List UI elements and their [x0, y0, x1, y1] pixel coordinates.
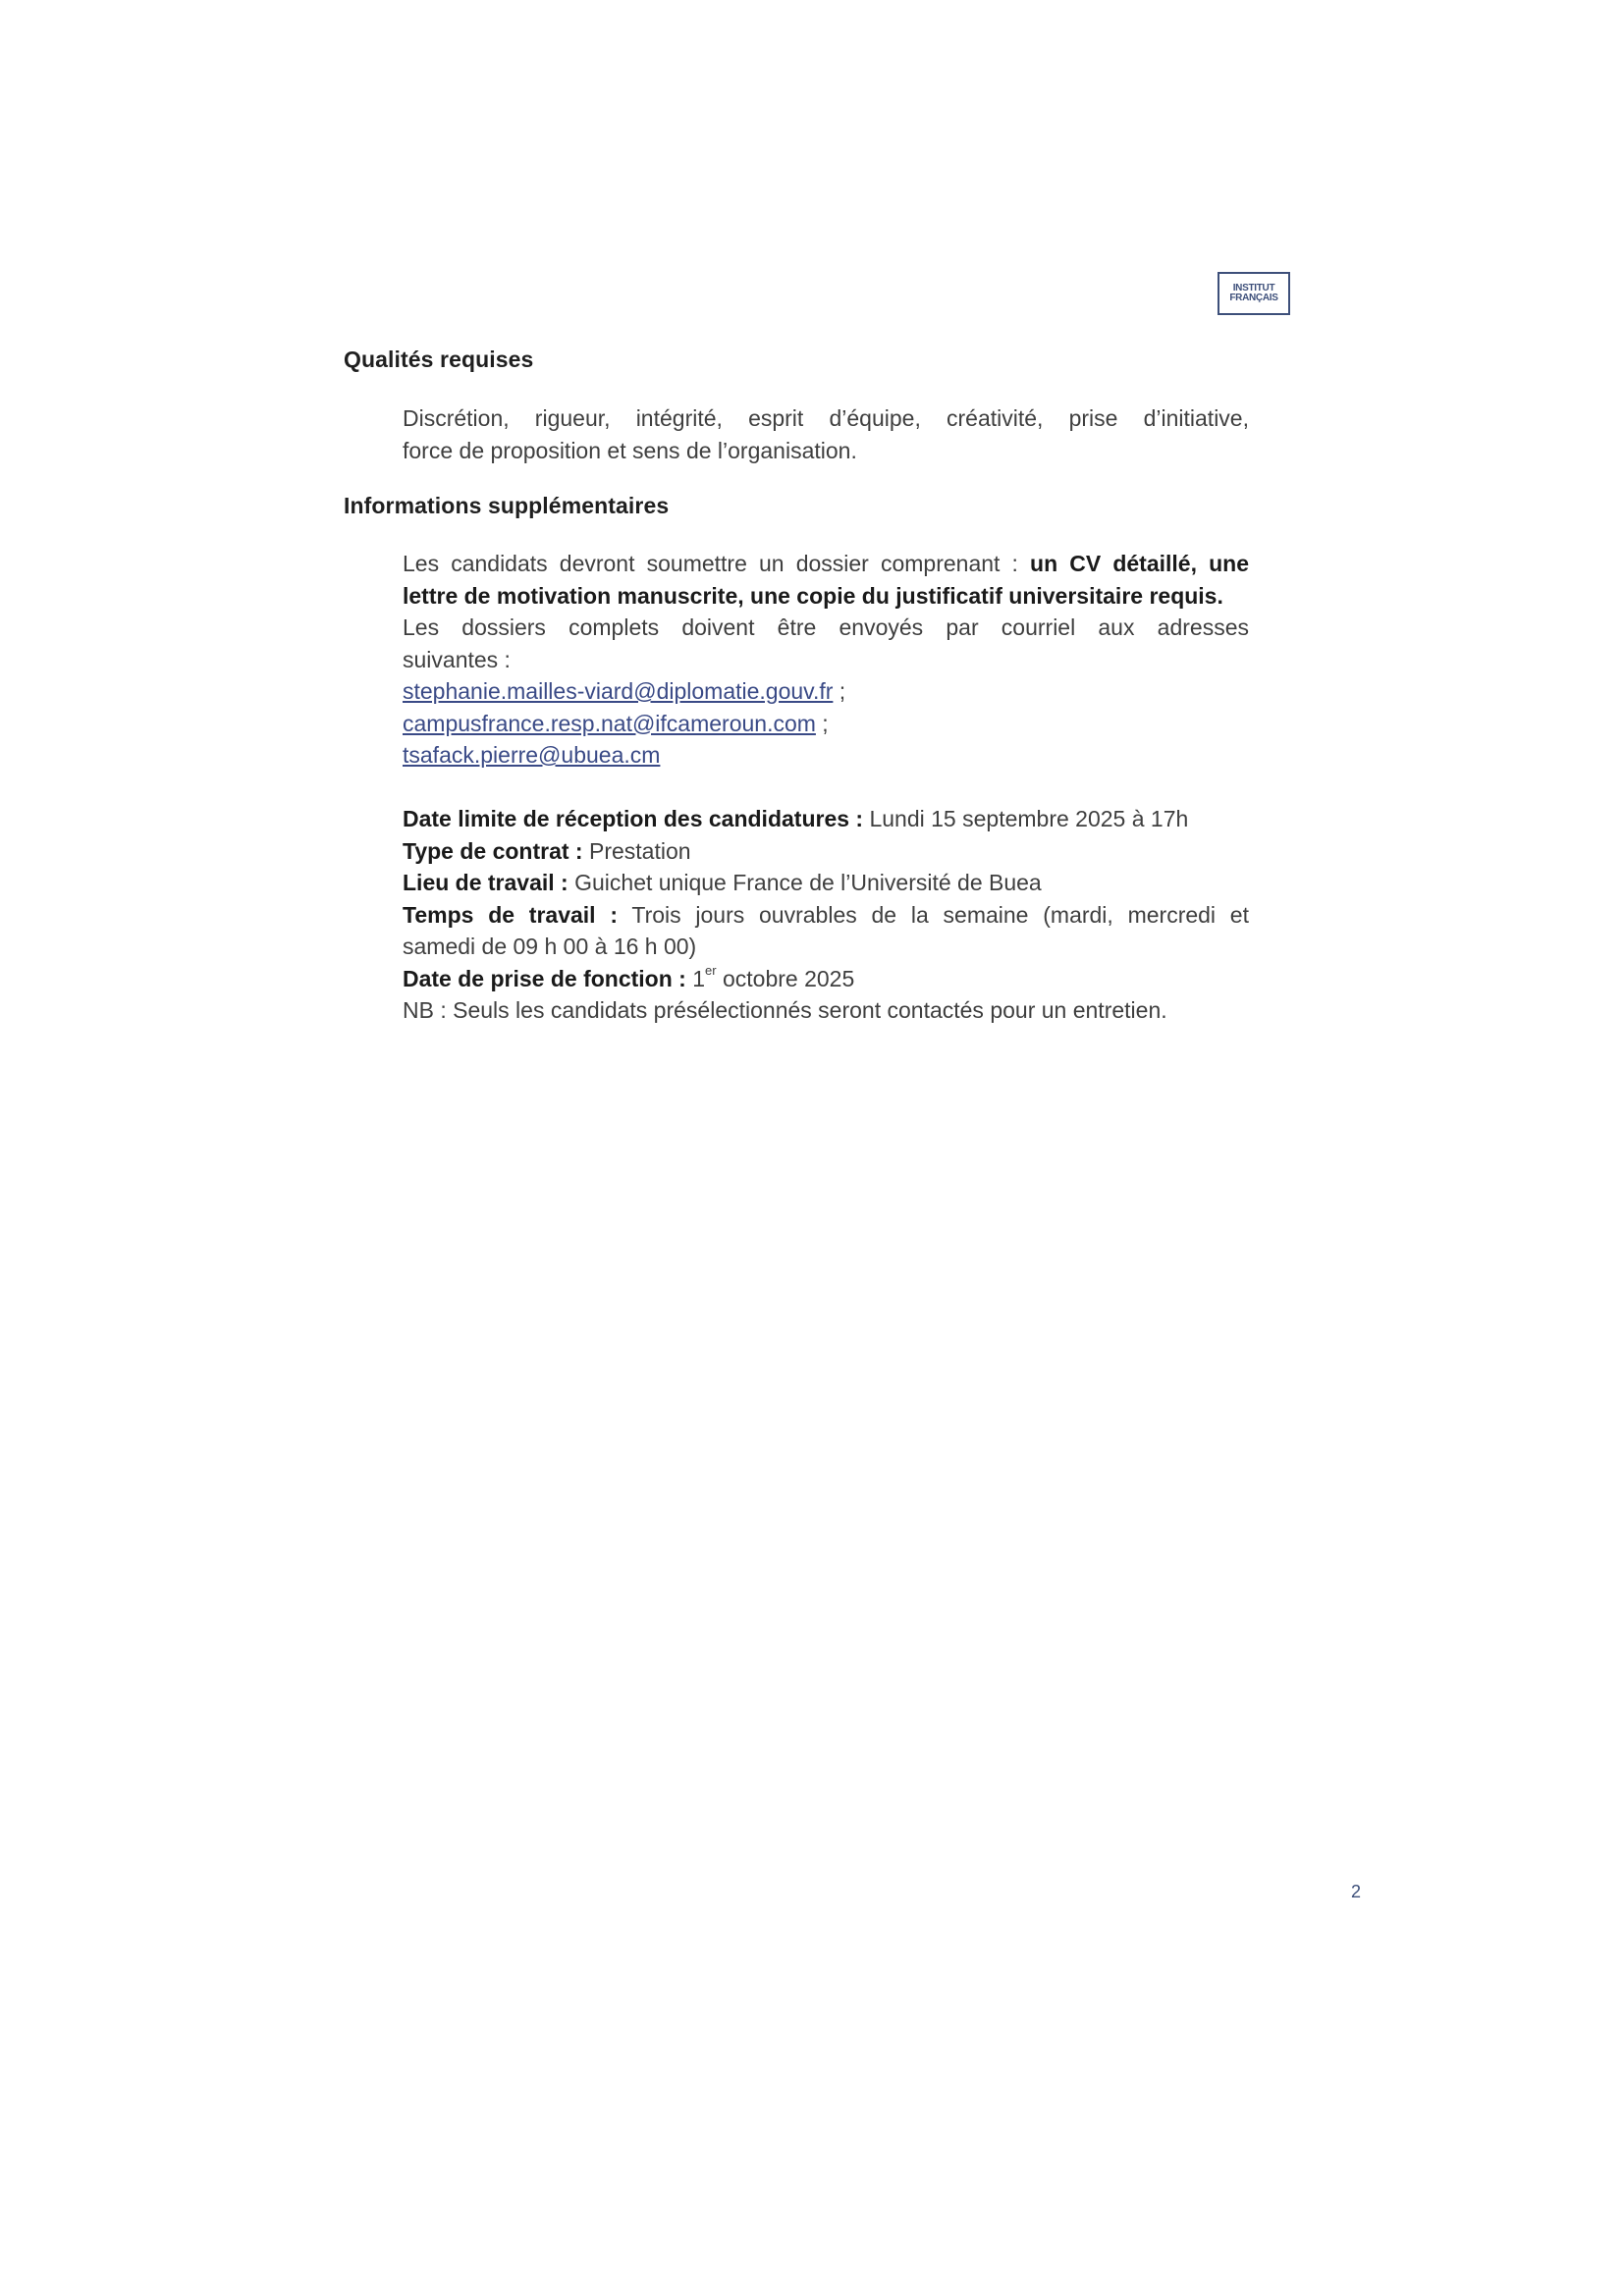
logo-line-2: FRANÇAIS — [1229, 293, 1278, 303]
email-separator: ; — [833, 678, 846, 704]
deadline-line — [403, 803, 1249, 835]
email-separator: ; — [815, 710, 829, 736]
page-number: 2 — [1351, 1882, 1362, 1901]
place-label: Lieu de travail : — [403, 870, 568, 895]
infos-body — [403, 548, 1249, 1027]
email-item — [403, 739, 1249, 772]
time-value: Trois jours ouvrables de la semaine (mardi, mercredi et — [618, 901, 1249, 928]
email-link[interactable]: stephanie.mailles-viard@diplomatie.gouv.fr — [403, 678, 834, 704]
start-rest: octobre 2025 — [716, 965, 855, 991]
qualites-heading: Qualités requises — [344, 347, 534, 372]
infos-intro-bold-2: lettre de motivation manuscrite, une copie du justificatif universitaire requis. — [403, 582, 1223, 609]
nb-line: NB : Seuls les candidats présélectionnés seront contactés pour un entretien. — [403, 997, 1167, 1023]
email-link[interactable]: campusfrance.resp.nat@ifcameroun.com — [403, 710, 816, 736]
infos-intro-line — [403, 548, 1249, 580]
time-line — [403, 899, 1249, 932]
qualites-text — [403, 402, 1249, 466]
qualites-line-2: force de proposition et sens de l’organisation. — [403, 437, 857, 463]
email-link[interactable]: tsafack.pierre@ubuea.cm — [403, 742, 661, 768]
infos-heading: Informations supplémentaires — [344, 493, 670, 518]
qualites-line-1: Discrétion, rigueur, intégrité, esprit d’équipe, créativité, prise d’initiative, — [403, 405, 1249, 431]
time-label: Temps de travail : — [403, 901, 619, 928]
email-item — [403, 708, 1249, 740]
contract-line — [403, 835, 1249, 868]
email-item — [403, 675, 1249, 708]
institut-francais-logo — [1218, 272, 1290, 315]
time-line-2: samedi de 09 h 00 à 16 h 00) — [403, 934, 697, 959]
start-line — [403, 963, 1249, 995]
logo-line-1: INSTITUT — [1232, 283, 1275, 294]
blank-spacer — [403, 772, 1249, 804]
deadline-value: Lundi 15 septembre 2025 à 17h — [863, 806, 1189, 831]
deadline-label: Date limite de réception des candidatures : — [403, 806, 864, 831]
infos-send-line-1: Les dossiers complets doivent être envoyés par courriel aux adresses — [403, 614, 1249, 640]
start-label: Date de prise de fonction : — [403, 965, 686, 991]
infos-intro: Les candidats devront soumettre un dossier comprenant : — [403, 551, 1031, 576]
contract-value: Prestation — [582, 837, 691, 864]
contract-label: Type de contrat : — [403, 837, 583, 864]
start-superscript: er — [705, 962, 717, 978]
place-value: Guichet unique France de l’Université de Buea — [568, 870, 1042, 895]
start-day: 1 — [685, 965, 706, 991]
place-line — [403, 867, 1249, 899]
infos-send-line-2: suivantes : — [403, 646, 511, 672]
infos-intro-bold-1: un CV détaillé, une — [1030, 551, 1249, 576]
